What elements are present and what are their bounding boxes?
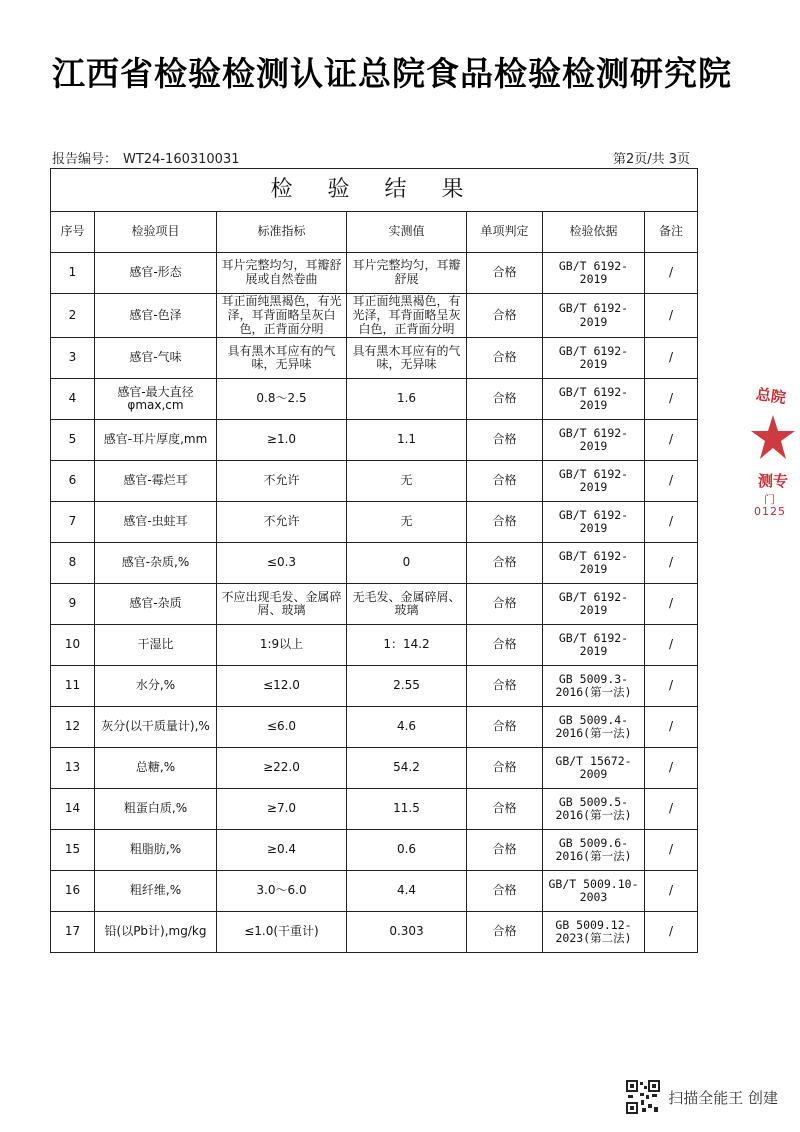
cell-basis: GB/T 5009.10-2003	[543, 871, 645, 912]
cell-item: 粗蛋白质,%	[95, 789, 217, 830]
cell-measured: 0.303	[347, 912, 467, 953]
cell-item: 感官-色泽	[95, 294, 217, 338]
cell-basis: GB/T 6192-2019	[543, 461, 645, 502]
cell-basis: GB 5009.6-2016(第一法)	[543, 830, 645, 871]
cell-measured: 54.2	[347, 748, 467, 789]
cell-standard: ≥7.0	[217, 789, 347, 830]
cell-measured: 0.6	[347, 830, 467, 871]
cell-judgment: 合格	[467, 789, 543, 830]
cell-standard: ≤6.0	[217, 707, 347, 748]
cell-judgment: 合格	[467, 871, 543, 912]
cell-item: 水分,%	[95, 666, 217, 707]
cell-standard: 3.0～6.0	[217, 871, 347, 912]
cell-basis: GB/T 6192-2019	[543, 379, 645, 420]
cell-standard: 不允许	[217, 461, 347, 502]
cell-item: 灰分(以干质量计),%	[95, 707, 217, 748]
cell-measured: 无	[347, 502, 467, 543]
table-row	[51, 253, 698, 294]
table-row	[51, 461, 698, 502]
cell-no: 16	[51, 871, 95, 912]
cell-measured: 1.6	[347, 379, 467, 420]
cell-note: /	[645, 584, 698, 625]
cell-basis: GB 5009.3-2016(第一法)	[543, 666, 645, 707]
cell-standard: ≤0.3	[217, 543, 347, 584]
cell-judgment: 合格	[467, 912, 543, 953]
cell-basis: GB 5009.4-2016(第一法)	[543, 707, 645, 748]
cell-no: 2	[51, 294, 95, 338]
cell-measured: 4.6	[347, 707, 467, 748]
cell-judgment: 合格	[467, 543, 543, 584]
cell-no: 11	[51, 666, 95, 707]
cell-judgment: 合格	[467, 707, 543, 748]
table-title: 检 验 结 果	[51, 169, 698, 212]
cell-measured: 无毛发、金属碎屑、玻璃	[347, 584, 467, 625]
page-indicator: 第2页/共 3页	[612, 152, 690, 167]
cell-basis: GB/T 6192-2019	[543, 625, 645, 666]
table-row	[51, 502, 698, 543]
table-row	[51, 830, 698, 871]
cell-judgment: 合格	[467, 461, 543, 502]
cell-item: 感官-虫蛀耳	[95, 502, 217, 543]
table-row	[51, 666, 698, 707]
cell-judgment: 合格	[467, 502, 543, 543]
cell-note: /	[645, 666, 698, 707]
cell-basis: GB/T 6192-2019	[543, 543, 645, 584]
cell-note: /	[645, 379, 698, 420]
cell-judgment: 合格	[467, 748, 543, 789]
cell-no: 4	[51, 379, 95, 420]
cell-judgment: 合格	[467, 253, 543, 294]
cell-note: /	[645, 789, 698, 830]
table-row	[51, 379, 698, 420]
cell-note: /	[645, 912, 698, 953]
cell-judgment: 合格	[467, 666, 543, 707]
cell-standard: 耳片完整均匀，耳瓣舒展或自然卷曲	[217, 253, 347, 294]
cell-item: 铅(以Pb计),mg/kg	[95, 912, 217, 953]
cell-no: 8	[51, 543, 95, 584]
cell-no: 14	[51, 789, 95, 830]
cell-basis: GB/T 15672-2009	[543, 748, 645, 789]
cell-measured: 0	[347, 543, 467, 584]
cell-note: /	[645, 461, 698, 502]
cell-note: /	[645, 420, 698, 461]
report-number-label: 报告编号：	[52, 152, 118, 167]
cell-no: 15	[51, 830, 95, 871]
cell-standard: ≥0.4	[217, 830, 347, 871]
cell-item: 总糖,%	[95, 748, 217, 789]
scanner-watermark	[626, 1080, 778, 1114]
stamp-text-3: 门	[764, 493, 775, 506]
table-row	[51, 543, 698, 584]
cell-no: 3	[51, 338, 95, 379]
column-header: 单项判定	[467, 212, 543, 253]
cell-measured: 耳片完整均匀，耳瓣舒展	[347, 253, 467, 294]
cell-standard: 耳正面纯黑褐色，有光泽，耳背面略呈灰白色，正背面分明	[217, 294, 347, 338]
cell-item: 感官-最大直径φmax,cm	[95, 379, 217, 420]
cell-basis: GB/T 6192-2019	[543, 420, 645, 461]
cell-measured: 2.55	[347, 666, 467, 707]
cell-note: /	[645, 543, 698, 584]
qr-code-icon	[626, 1080, 660, 1114]
cell-no: 6	[51, 461, 95, 502]
star-icon	[750, 413, 796, 463]
cell-basis: GB/T 6192-2019	[543, 502, 645, 543]
table-row	[51, 912, 698, 953]
cell-note: /	[645, 502, 698, 543]
scanner-text: 扫描全能王 创建	[668, 1088, 778, 1107]
cell-standard: ≤12.0	[217, 666, 347, 707]
cell-item: 感官-霉烂耳	[95, 461, 217, 502]
cell-note: /	[645, 338, 698, 379]
cell-basis: GB/T 6192-2019	[543, 294, 645, 338]
cell-judgment: 合格	[467, 625, 543, 666]
table-header-row	[51, 212, 698, 253]
cell-measured: 1.1	[347, 420, 467, 461]
table-row	[51, 294, 698, 338]
cell-note: /	[645, 294, 698, 338]
org-title: 江西省检验检测认证总院食品检验检测研究院	[52, 54, 732, 93]
cell-judgment: 合格	[467, 338, 543, 379]
report-number-line	[52, 148, 245, 167]
cell-basis: GB 5009.12-2023(第二法)	[543, 912, 645, 953]
stamp-text-2: 测专	[758, 472, 789, 490]
column-header: 序号	[51, 212, 95, 253]
cell-no: 10	[51, 625, 95, 666]
cell-measured: 4.4	[347, 871, 467, 912]
cell-item: 感官-形态	[95, 253, 217, 294]
column-header: 检验依据	[543, 212, 645, 253]
cell-note: /	[645, 871, 698, 912]
cell-note: /	[645, 253, 698, 294]
cell-basis: GB/T 6192-2019	[543, 338, 645, 379]
official-seal-stamp	[748, 385, 800, 525]
cell-standard: ≥1.0	[217, 420, 347, 461]
cell-basis: GB 5009.5-2016(第一法)	[543, 789, 645, 830]
cell-note: /	[645, 830, 698, 871]
cell-basis: GB/T 6192-2019	[543, 584, 645, 625]
results-table	[50, 168, 698, 953]
cell-no: 12	[51, 707, 95, 748]
cell-note: /	[645, 707, 698, 748]
cell-item: 粗脂肪,%	[95, 830, 217, 871]
cell-no: 5	[51, 420, 95, 461]
cell-item: 粗纤维,%	[95, 871, 217, 912]
cell-measured: 11.5	[347, 789, 467, 830]
cell-standard: 不允许	[217, 502, 347, 543]
report-number: WT24-160310031	[123, 152, 240, 167]
cell-basis: GB/T 6192-2019	[543, 253, 645, 294]
cell-judgment: 合格	[467, 584, 543, 625]
cell-measured: 耳正面纯黑褐色，有光泽，耳背面略呈灰白色，正背面分明	[347, 294, 467, 338]
cell-no: 9	[51, 584, 95, 625]
cell-item: 感官-气味	[95, 338, 217, 379]
table-row	[51, 625, 698, 666]
cell-standard: 不应出现毛发、金属碎屑、玻璃	[217, 584, 347, 625]
cell-judgment: 合格	[467, 294, 543, 338]
column-header: 检验项目	[95, 212, 217, 253]
cell-measured: 具有黑木耳应有的气味，无异味	[347, 338, 467, 379]
column-header: 实测值	[347, 212, 467, 253]
table-row	[51, 707, 698, 748]
cell-no: 13	[51, 748, 95, 789]
cell-item: 感官-杂质,%	[95, 543, 217, 584]
cell-standard: 具有黑木耳应有的气味，无异味	[217, 338, 347, 379]
table-body	[51, 253, 698, 953]
table-row	[51, 584, 698, 625]
table-row	[51, 338, 698, 379]
cell-judgment: 合格	[467, 830, 543, 871]
table-row	[51, 789, 698, 830]
stamp-code: 0125	[754, 505, 786, 518]
cell-standard: 0.8～2.5	[217, 379, 347, 420]
cell-standard: ≤1.0(干重计)	[217, 912, 347, 953]
cell-item: 感官-杂质	[95, 584, 217, 625]
cell-item: 干湿比	[95, 625, 217, 666]
cell-standard: 1:9以上	[217, 625, 347, 666]
cell-standard: ≥22.0	[217, 748, 347, 789]
cell-judgment: 合格	[467, 420, 543, 461]
stamp-text-1: 总院	[754, 384, 788, 407]
cell-note: /	[645, 748, 698, 789]
cell-measured: 1：14.2	[347, 625, 467, 666]
table-row	[51, 748, 698, 789]
cell-note: /	[645, 625, 698, 666]
column-header: 备注	[645, 212, 698, 253]
cell-measured: 无	[347, 461, 467, 502]
table-row	[51, 420, 698, 461]
column-header: 标准指标	[217, 212, 347, 253]
cell-no: 17	[51, 912, 95, 953]
cell-item: 感官-耳片厚度,mm	[95, 420, 217, 461]
cell-judgment: 合格	[467, 379, 543, 420]
cell-no: 1	[51, 253, 95, 294]
cell-no: 7	[51, 502, 95, 543]
table-row	[51, 871, 698, 912]
